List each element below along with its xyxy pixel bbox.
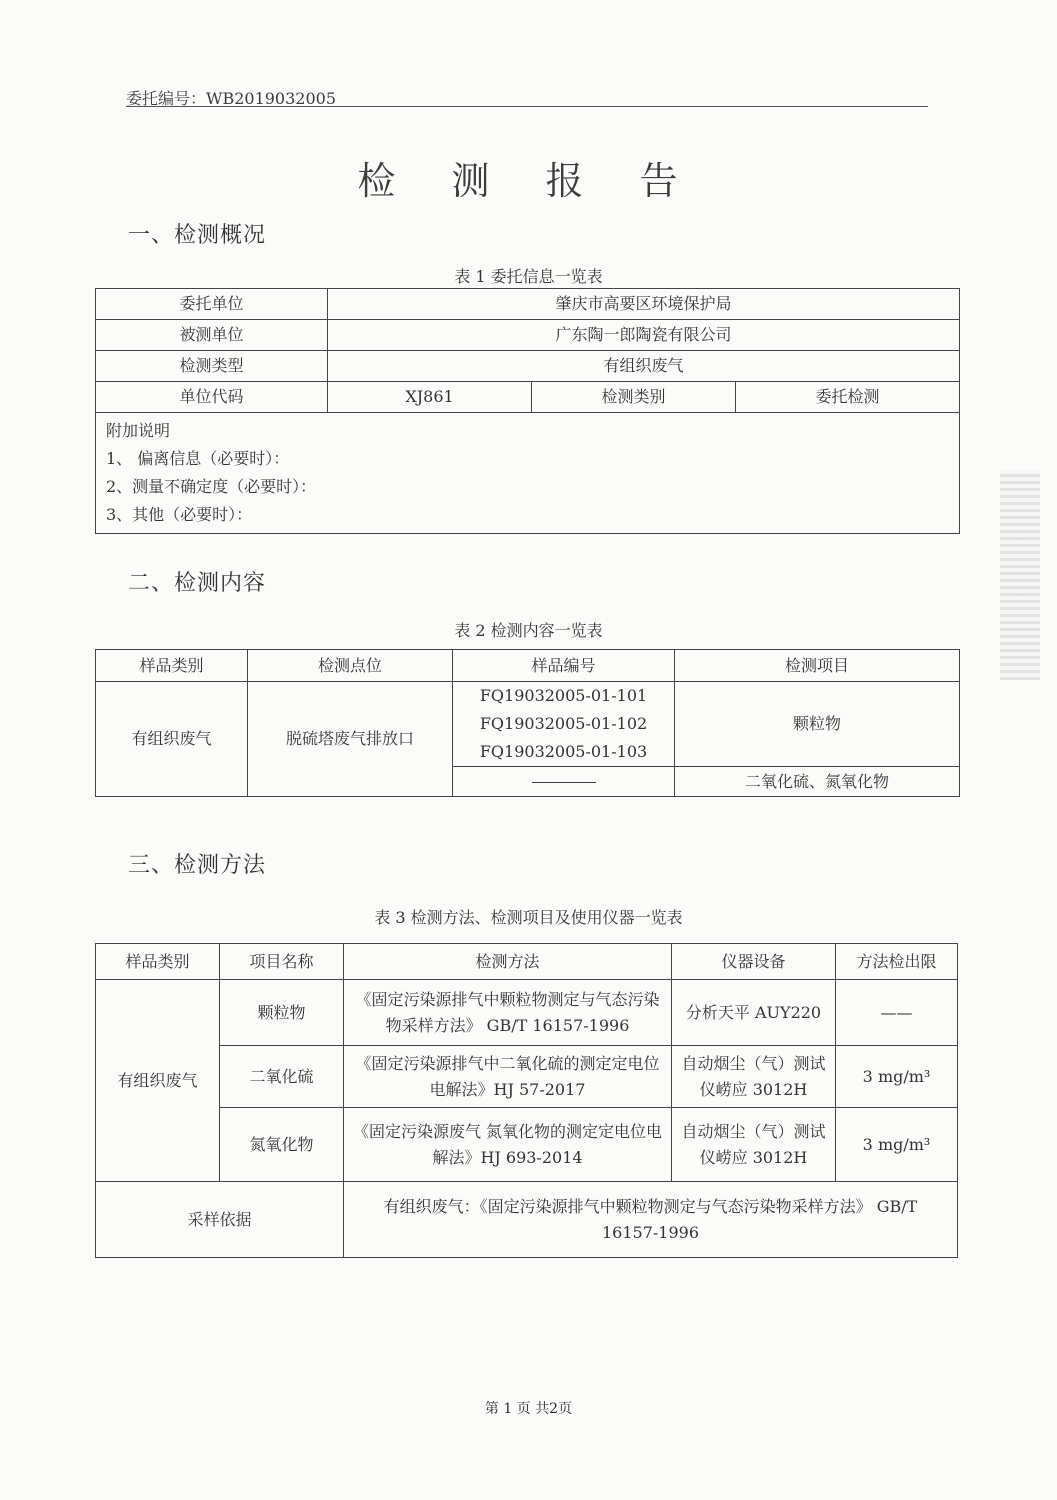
table1-caption: 表 1 委托信息一览表 bbox=[454, 267, 603, 286]
table2-caption: 表 2 检测内容一览表 bbox=[454, 621, 603, 640]
section-method-heading: 三、检测方法 bbox=[128, 853, 267, 878]
test-category-value: 委托检测 bbox=[736, 382, 960, 413]
unit-code-value: XJ861 bbox=[328, 382, 532, 413]
section-overview-heading: 一、检测概况 bbox=[128, 223, 267, 248]
table2-header: 样品编号 bbox=[453, 650, 675, 682]
table3-header: 样品类别 bbox=[96, 944, 220, 980]
test-method: 《固定污染源废气 氮氧化物的测定定电位电解法》HJ 693-2014 bbox=[344, 1108, 672, 1182]
table2-header: 样品类别 bbox=[96, 650, 248, 682]
sample-id: FQ19032005-01-101 bbox=[479, 686, 648, 705]
table3-header: 项目名称 bbox=[220, 944, 344, 980]
detection-limit: 3 mg/m³ bbox=[836, 1108, 958, 1182]
sampling-basis-label: 采样依据 bbox=[96, 1182, 344, 1258]
table2-header: 检测点位 bbox=[248, 650, 453, 682]
table-entrust-info bbox=[95, 288, 960, 534]
table1-value: 广东陶一郎陶瓷有限公司 bbox=[328, 320, 960, 351]
test-method: 《固定污染源排气中二氧化硫的测定定电位电解法》HJ 57-2017 bbox=[344, 1046, 672, 1108]
notes-title: 附加说明 bbox=[106, 421, 171, 440]
note-line: 3、其他（必要时）： bbox=[106, 505, 253, 524]
test-point: 脱硫塔废气排放口 bbox=[248, 682, 453, 797]
additional-notes bbox=[96, 413, 960, 534]
sample-id: FQ19032005-01-102 bbox=[479, 714, 648, 733]
table1-label: 委托单位 bbox=[96, 289, 328, 320]
entrust-number: 委托编号：WB2019032005 bbox=[126, 86, 928, 107]
instrument: 分析天平 AUY220 bbox=[672, 980, 836, 1046]
sample-id: FQ19032005-01-103 bbox=[479, 742, 648, 761]
note-line: 1、 偏离信息（必要时）： bbox=[106, 449, 290, 468]
table1-value: 肇庆市高要区环境保护局 bbox=[328, 289, 960, 320]
sampling-basis-text: 有组织废气：《固定污染源排气中颗粒物测定与气态污染物采样方法》 GB/T 16157-1996 bbox=[344, 1182, 958, 1258]
instrument: 自动烟尘（气）测试仪崂应 3012H bbox=[672, 1108, 836, 1182]
table-test-content bbox=[95, 649, 960, 797]
table3-header: 仪器设备 bbox=[672, 944, 836, 980]
test-method: 《固定污染源排气中颗粒物测定与气态污染物采样方法》 GB/T 16157-1996 bbox=[344, 980, 672, 1046]
table-test-method bbox=[95, 943, 958, 1258]
detection-limit: 3 mg/m³ bbox=[836, 1046, 958, 1108]
test-item: 颗粒物 bbox=[675, 682, 960, 767]
report-title: 检 测 报 告 bbox=[357, 159, 700, 203]
dash-line bbox=[532, 782, 596, 783]
item-name: 二氧化硫 bbox=[220, 1046, 344, 1108]
page-number: 第 1 页 共2页 bbox=[484, 1401, 573, 1417]
table3-caption: 表 3 检测方法、检测项目及使用仪器一览表 bbox=[374, 908, 683, 927]
table1-value: 有组织废气 bbox=[328, 351, 960, 382]
unit-code-label: 单位代码 bbox=[96, 382, 328, 413]
item-name: 氮氧化物 bbox=[220, 1108, 344, 1182]
sample-type: 有组织废气 bbox=[96, 980, 220, 1182]
sample-type: 有组织废气 bbox=[96, 682, 248, 797]
table1-label: 被测单位 bbox=[96, 320, 328, 351]
table2-header: 检测项目 bbox=[675, 650, 960, 682]
test-item: 二氧化硫、氮氧化物 bbox=[675, 767, 960, 797]
empty-dash bbox=[453, 767, 675, 797]
test-category-label: 检测类别 bbox=[532, 382, 736, 413]
section-content-heading: 二、检测内容 bbox=[128, 571, 267, 596]
item-name: 颗粒物 bbox=[220, 980, 344, 1046]
table1-label: 检测类型 bbox=[96, 351, 328, 382]
note-line: 2、测量不确定度（必要时）： bbox=[106, 477, 317, 496]
table3-header: 方法检出限 bbox=[836, 944, 958, 980]
side-stamp-mark bbox=[1000, 470, 1040, 680]
sample-ids bbox=[453, 682, 675, 767]
instrument: 自动烟尘（气）测试仪崂应 3012H bbox=[672, 1046, 836, 1108]
table3-header: 检测方法 bbox=[344, 944, 672, 980]
detection-limit: —— bbox=[836, 980, 958, 1046]
